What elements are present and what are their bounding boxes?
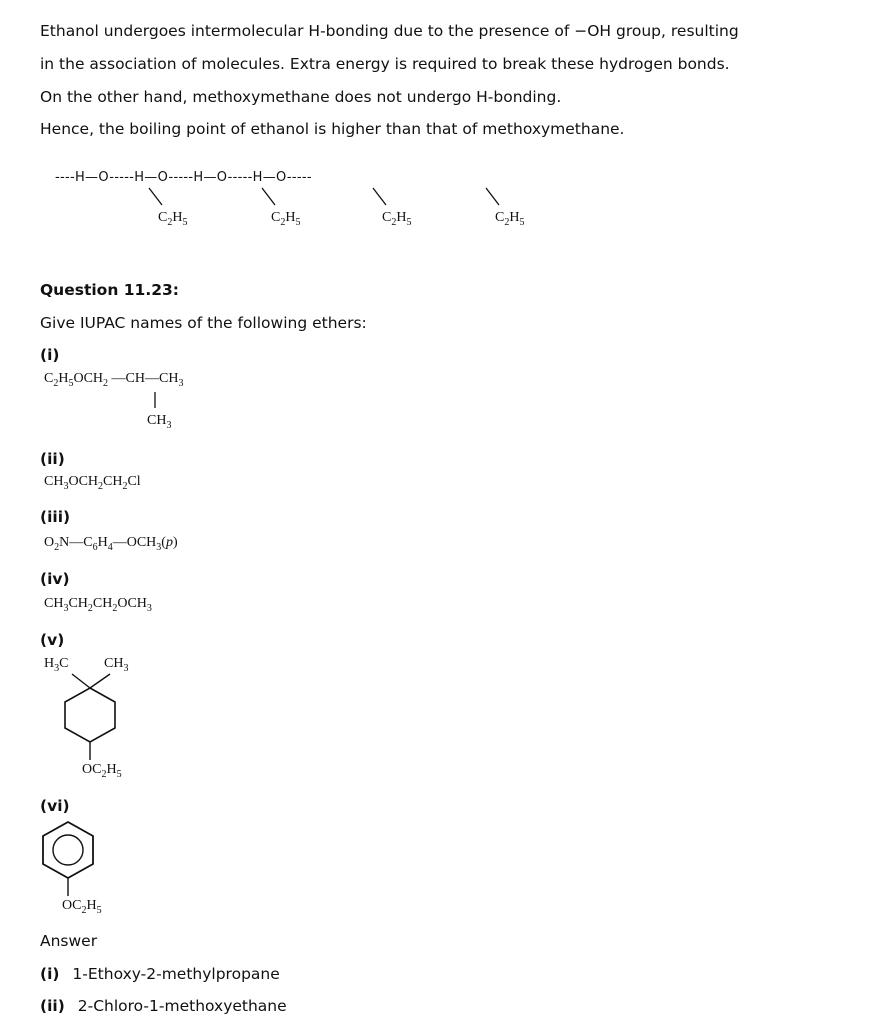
item-v-substituent: $OC_2H_5$: [82, 762, 122, 780]
answer-item-i-text: 1-Ethoxy-2-methylpropane: [72, 965, 280, 983]
intro-line-1: Ethanol undergoes intermolecular H-bonding due to the presence of −OH group, resulting: [40, 22, 739, 40]
answer-item-i: [40, 963, 280, 985]
answer-heading: Answer: [40, 932, 98, 950]
item-i-branch: $CH_3$: [147, 413, 172, 431]
item-vi-label: (vi): [40, 797, 70, 815]
answer-item-ii: [40, 995, 287, 1017]
hbond-ethyl-4: $C_2H_5$: [495, 210, 525, 228]
answer-item-ii-text: 2-Chloro-1-methoxyethane: [77, 997, 287, 1015]
answer-item-i-label: (i): [40, 965, 60, 983]
hbond-ethyl-2: $C_2H_5$: [271, 210, 301, 228]
question-prompt: Give IUPAC names of the following ethers:: [40, 314, 367, 332]
hbond-ethyl-1: $C_2H_5$: [158, 210, 188, 228]
item-iv-formula: $CH_3CH_2CH_2OCH_3$: [44, 596, 152, 614]
item-iii-formula: $O_2N—C_6H_4—OCH_3(p)$: [44, 535, 178, 553]
item-ii-label: (ii): [40, 450, 65, 468]
item-ii-formula: $CH_3OCH_2CH_2Cl$: [44, 474, 141, 492]
item-v-methyl-right: $CH_3$: [104, 656, 129, 674]
item-vi-substituent: $OC_2H_5$: [62, 898, 102, 916]
item-i-formula: $C_2H_5OCH_2$ $—CH—CH_3$: [44, 371, 184, 389]
item-iii-label: (iii): [40, 508, 71, 526]
intro-line-3: On the other hand, methoxymethane does not undergo H-bonding.: [40, 88, 562, 106]
item-iv-label: (iv): [40, 570, 70, 588]
intro-line-2: in the association of molecules. Extra energy is required to break these hydrogen bonds.: [40, 55, 730, 73]
item-v-label: (v): [40, 631, 65, 649]
item-i-label: (i): [40, 346, 60, 364]
intro-line-4: Hence, the boiling point of ethanol is higher than that of methoxymethane.: [40, 120, 625, 138]
answer-item-ii-label: (ii): [40, 997, 65, 1015]
item-v-methyl-left: $H_3C$: [44, 656, 69, 674]
hbond-ethyl-3: $C_2H_5$: [382, 210, 412, 228]
hbond-chain: ----H—O-----H—O-----H—O-----H—O-----: [55, 170, 312, 185]
question-title: Question 11.23:: [40, 281, 179, 299]
